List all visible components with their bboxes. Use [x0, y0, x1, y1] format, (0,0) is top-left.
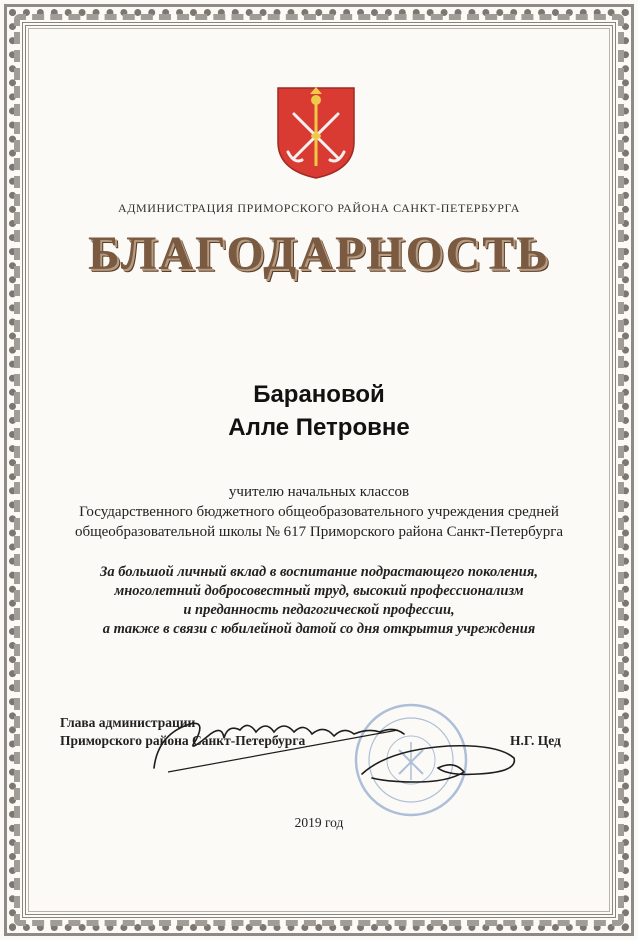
reason-line: и преданность педагогической профессии, — [183, 602, 455, 618]
recipient-given-names: Алле Петровне — [228, 414, 410, 441]
reason-line: многолетний добросовестный труд, высокий профессионализм — [114, 583, 524, 599]
award-reason — [40, 563, 598, 639]
recipient-surname: Барановой — [253, 381, 385, 408]
administration-name: АДМИНИСТРАЦИЯ ПРИМОРСКОГО РАЙОНА САНКТ-ПЕТЕРБУРГА — [117, 201, 521, 215]
reason-line: За большой личный вклад в воспитание подрастающего поколения, — [100, 564, 538, 580]
position-line: общеобразовательной школы № 617 Приморского района Санкт-Петербурга — [74, 524, 564, 540]
reason-line: а также в связи с юбилейной датой со дня открытия учреждения — [102, 621, 536, 637]
issue-year: 2019 год — [294, 815, 344, 830]
position-line: учителю начальных классов — [228, 484, 410, 500]
signatory-name: Н.Г. Цед — [510, 733, 561, 748]
signatory-title — [60, 714, 305, 750]
recipient-name — [0, 378, 638, 444]
signatory-title-line: Глава администрации — [60, 715, 196, 730]
position-line: Государственного бюджетного общеобразовательного учреждения средней — [79, 504, 559, 520]
recipient-position — [40, 482, 598, 542]
signatory-title-line: Приморского района Санкт-Петербурга — [60, 733, 306, 748]
certificate-title: БЛАГОДАРНОСТЬ — [88, 227, 550, 280]
saint-petersburg-coat-of-arms-icon — [276, 84, 356, 180]
